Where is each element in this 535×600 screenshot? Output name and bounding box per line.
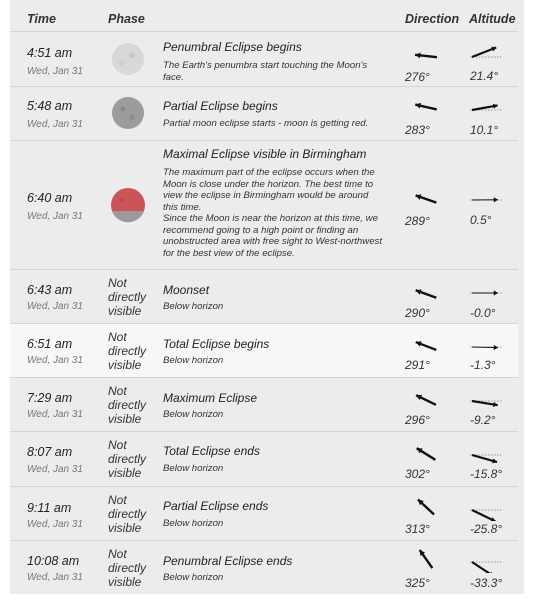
- moon-crater: [129, 114, 135, 120]
- altitude-arrow-shaft: [472, 562, 494, 573]
- event-description: Below horizon: [163, 409, 224, 420]
- penumbral-moon-icon: [110, 41, 146, 77]
- event-date: Wed, Jan 31: [27, 519, 83, 530]
- event-description: Below horizon: [163, 518, 224, 529]
- altitude-value: 21.4°: [470, 69, 499, 83]
- event-description: Below horizon: [163, 301, 224, 312]
- event-date: Wed, Jan 31: [27, 572, 83, 583]
- altitude-indicator: [468, 282, 504, 304]
- table-row[interactable]: [10, 86, 518, 140]
- event-description: The maximum part of the eclipse occurs when the Moon is close under the horizon. The best time to view the eclipse in Birmingham would be around this time. Since the Moon is near the horizon at this time, we recommend going to a high point or finding an unobstructed area with free sight to West-northwest for the best view of the eclipse.: [163, 167, 382, 259]
- table-row[interactable]: [10, 269, 518, 323]
- altitude-value: -9.2°: [470, 413, 496, 427]
- header-altitude: Altitude: [469, 12, 516, 26]
- phase-visibility: Not directly visible: [108, 384, 147, 426]
- table-row[interactable]: [10, 540, 518, 596]
- event-time: 6:43 am: [27, 283, 73, 297]
- altitude-indicator: [468, 99, 504, 121]
- direction-arrow-icon: [406, 44, 446, 68]
- altitude-indicator: [468, 390, 504, 412]
- direction-indicator: [406, 187, 446, 211]
- altitude-value: -1.3°: [470, 358, 496, 372]
- direction-arrow-icon: [406, 547, 446, 571]
- moon-crater: [120, 61, 125, 66]
- red-moon-icon: [110, 187, 146, 223]
- header-time: Time: [27, 12, 56, 26]
- direction-value: 290°: [405, 306, 430, 320]
- direction-indicator: [406, 388, 446, 412]
- direction-indicator: [406, 44, 446, 68]
- table-row[interactable]: [10, 31, 518, 86]
- event-time: 10:08 am: [27, 554, 80, 568]
- altitude-arrow-head: [494, 345, 498, 350]
- direction-value: 283°: [405, 123, 430, 137]
- direction-indicator: [406, 442, 446, 466]
- direction-indicator: [406, 95, 446, 119]
- event-time: 6:51 am: [27, 337, 73, 351]
- altitude-arrow-icon: [468, 99, 504, 121]
- direction-value: 296°: [405, 413, 430, 427]
- altitude-value: 0.5°: [470, 213, 492, 227]
- event-title: Penumbral Eclipse ends: [163, 554, 293, 568]
- event-date: Wed, Jan 31: [27, 119, 83, 130]
- moon-phase-image: [110, 187, 146, 228]
- altitude-indicator: [468, 551, 504, 573]
- event-title: Total Eclipse begins: [163, 337, 270, 351]
- event-description: Partial moon eclipse starts - moon is getting red.: [163, 118, 369, 129]
- table-row[interactable]: [10, 486, 518, 540]
- direction-value: 302°: [405, 467, 430, 481]
- event-time: 9:11 am: [27, 501, 72, 515]
- altitude-value: -15.8°: [470, 467, 503, 481]
- header-direction: Direction: [405, 12, 460, 26]
- event-description: Below horizon: [163, 355, 224, 366]
- moon-crater: [120, 106, 125, 111]
- event-date: Wed, Jan 31: [27, 355, 83, 366]
- altitude-arrow-icon: [468, 551, 504, 573]
- altitude-indicator: [468, 499, 504, 521]
- event-title: Maximal Eclipse visible in Birmingham: [163, 147, 367, 161]
- event-title: Maximum Eclipse: [163, 391, 258, 405]
- event-title: Total Eclipse ends: [163, 444, 260, 458]
- event-description: Below horizon: [163, 463, 224, 474]
- direction-indicator: [406, 282, 446, 306]
- altitude-arrow-head: [494, 290, 498, 295]
- direction-value: 325°: [405, 576, 430, 590]
- direction-value: 289°: [405, 214, 430, 228]
- header-phase: Phase: [108, 12, 145, 26]
- table-row[interactable]: [10, 323, 518, 377]
- phase-visibility: Not directly visible: [108, 547, 147, 589]
- event-time: 5:48 am: [27, 99, 73, 113]
- moon-disc: [112, 97, 144, 129]
- altitude-value: -33.3°: [470, 576, 503, 590]
- phase-visibility: Not directly visible: [108, 276, 147, 318]
- event-title: Partial Eclipse ends: [163, 499, 269, 513]
- direction-arrow-icon: [406, 495, 446, 519]
- event-date: Wed, Jan 31: [27, 301, 83, 312]
- event-title: Moonset: [163, 283, 210, 297]
- direction-value: 291°: [405, 358, 430, 372]
- direction-value: 276°: [405, 70, 430, 84]
- arrow-head: [415, 53, 421, 59]
- table-row[interactable]: [10, 377, 518, 431]
- phase-visibility: Not directly visible: [108, 493, 147, 535]
- direction-indicator: [406, 334, 446, 358]
- event-description: Below horizon: [163, 572, 224, 583]
- event-date: Wed, Jan 31: [27, 409, 83, 420]
- altitude-indicator: [468, 444, 504, 466]
- moon-disc: [112, 43, 144, 75]
- altitude-arrow-icon: [468, 444, 504, 466]
- table-row[interactable]: [10, 431, 518, 486]
- direction-indicator: [406, 547, 446, 571]
- direction-arrow-icon: [406, 334, 446, 358]
- direction-value: 313°: [405, 522, 430, 536]
- event-time: 8:07 am: [27, 445, 73, 459]
- table-header: [10, 0, 524, 34]
- direction-arrow-icon: [406, 388, 446, 412]
- phase-visibility: Not directly visible: [108, 438, 147, 480]
- direction-indicator: [406, 495, 446, 519]
- altitude-arrow-head: [494, 197, 498, 202]
- event-title: Penumbral Eclipse begins: [163, 40, 302, 54]
- altitude-indicator: [468, 336, 504, 358]
- moon-crater: [129, 52, 135, 58]
- altitude-value: -0.0°: [470, 306, 496, 320]
- event-description: The Earth's penumbra start touching the Moon's face.: [163, 60, 368, 83]
- altitude-arrow-icon: [468, 499, 504, 521]
- phase-visibility: Not directly visible: [108, 330, 147, 372]
- moon-phase-image: [110, 95, 146, 136]
- altitude-value: -25.8°: [470, 522, 503, 536]
- event-title: Partial Eclipse begins: [163, 99, 278, 113]
- altitude-arrow-icon: [468, 46, 504, 68]
- moon-phase-image: [110, 41, 146, 82]
- altitude-indicator: [468, 189, 504, 211]
- direction-arrow-icon: [406, 282, 446, 306]
- eclipse-table-body: [10, 31, 524, 596]
- event-time: 4:51 am: [27, 46, 73, 60]
- altitude-arrow-icon: [468, 390, 504, 412]
- direction-arrow-icon: [406, 442, 446, 466]
- altitude-arrow-icon: [468, 336, 504, 358]
- direction-arrow-icon: [406, 95, 446, 119]
- moon-shadow: [112, 211, 144, 222]
- event-time: 7:29 am: [27, 391, 73, 405]
- direction-arrow-icon: [406, 187, 446, 211]
- event-date: Wed, Jan 31: [27, 66, 83, 77]
- event-date: Wed, Jan 31: [27, 211, 83, 222]
- event-time: 6:40 am: [27, 191, 73, 205]
- altitude-arrow-icon: [468, 282, 504, 304]
- partial-moon-icon: [110, 95, 146, 131]
- event-date: Wed, Jan 31: [27, 464, 83, 475]
- altitude-indicator: [468, 46, 504, 68]
- altitude-arrow-icon: [468, 189, 504, 211]
- table-row[interactable]: [10, 140, 518, 269]
- eclipse-timeline-panel: [10, 0, 524, 594]
- moon-crater: [120, 198, 125, 203]
- altitude-value: 10.1°: [470, 123, 499, 137]
